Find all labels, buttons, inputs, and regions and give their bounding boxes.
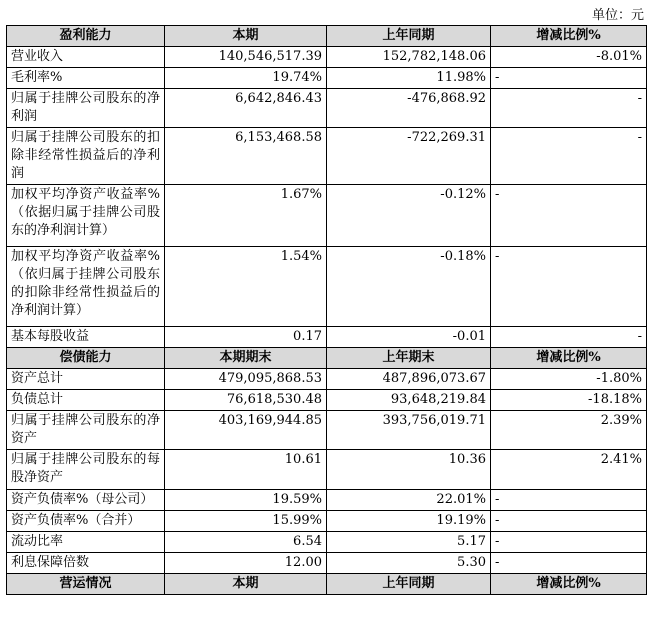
row-label: 资产负债率%（母公司）: [7, 490, 165, 511]
change-percent: -: [491, 511, 647, 532]
row-label: 归属于挂牌公司股东的净资产: [7, 411, 165, 450]
change-percent: -: [491, 553, 647, 574]
section-header-row: [7, 26, 647, 47]
previous-value: 19.19%: [327, 511, 491, 532]
table-row: [7, 369, 647, 390]
previous-value: 393,756,019.71: [327, 411, 491, 450]
previous-value: -0.12%: [327, 185, 491, 247]
previous-value: 5.17: [327, 532, 491, 553]
table-row: [7, 411, 647, 450]
previous-value: 5.30: [327, 553, 491, 574]
column-header: 上年同期: [327, 26, 491, 47]
column-header: 本期: [165, 26, 327, 47]
section-header-row: [7, 574, 647, 595]
unit-label: 单位：元: [591, 8, 644, 23]
current-value: 479,095,868.53: [165, 369, 327, 390]
change-percent: -: [491, 185, 647, 247]
table-row: [7, 390, 647, 411]
change-percent: -1.80%: [491, 369, 647, 390]
table-row: [7, 89, 647, 128]
row-label: 流动比率: [7, 532, 165, 553]
row-label: 资产负债率%（合并）: [7, 511, 165, 532]
change-percent: -: [491, 490, 647, 511]
row-label: 归属于挂牌公司股东的扣除非经常性损益后的净利润: [7, 128, 165, 185]
section-header-row: [7, 348, 647, 369]
row-label: 归属于挂牌公司股东的每股净资产: [7, 450, 165, 490]
current-value: 6.54: [165, 532, 327, 553]
table-row: [7, 247, 647, 327]
section-title: 营运情况: [7, 574, 165, 595]
previous-value: -0.01: [327, 327, 491, 348]
current-value: 1.54%: [165, 247, 327, 327]
previous-value: -722,269.31: [327, 128, 491, 185]
change-percent: -8.01%: [491, 47, 647, 68]
previous-value: 152,782,148.06: [327, 47, 491, 68]
table-row: [7, 490, 647, 511]
previous-value: 10.36: [327, 450, 491, 490]
table-row: [7, 532, 647, 553]
column-header: 本期: [165, 574, 327, 595]
current-value: 10.61: [165, 450, 327, 490]
column-header: 增减比例%: [491, 348, 647, 369]
change-percent: 2.41%: [491, 450, 647, 490]
current-value: 140,546,517.39: [165, 47, 327, 68]
table-row: [7, 327, 647, 348]
row-label: 负债总计: [7, 390, 165, 411]
change-percent: -: [491, 532, 647, 553]
change-percent: -: [491, 89, 647, 128]
change-percent: -: [491, 327, 647, 348]
previous-value: -476,868.92: [327, 89, 491, 128]
current-value: 76,618,530.48: [165, 390, 327, 411]
change-percent: -: [491, 68, 647, 89]
row-label: 加权平均净资产收益率%（依归属于挂牌公司股东的扣除非经常性损益后的净利润计算）: [7, 247, 165, 327]
section-title: 盈利能力: [7, 26, 165, 47]
financial-indicators-table: [6, 25, 647, 595]
current-value: 19.74%: [165, 68, 327, 89]
section-title: 偿债能力: [7, 348, 165, 369]
change-percent: 2.39%: [491, 411, 647, 450]
current-value: 12.00: [165, 553, 327, 574]
row-label: 资产总计: [7, 369, 165, 390]
row-label: 加权平均净资产收益率%（依据归属于挂牌公司股东的净利润计算）: [7, 185, 165, 247]
current-value: 403,169,944.85: [165, 411, 327, 450]
table-row: [7, 128, 647, 185]
change-percent: -: [491, 128, 647, 185]
change-percent: -: [491, 247, 647, 327]
column-header: 上年期末: [327, 348, 491, 369]
table-row: [7, 511, 647, 532]
column-header: 上年同期: [327, 574, 491, 595]
change-percent: -18.18%: [491, 390, 647, 411]
row-label: 利息保障倍数: [7, 553, 165, 574]
previous-value: 22.01%: [327, 490, 491, 511]
previous-value: -0.18%: [327, 247, 491, 327]
previous-value: 93,648,219.84: [327, 390, 491, 411]
current-value: 6,642,846.43: [165, 89, 327, 128]
table-row: [7, 450, 647, 490]
column-header: 本期期末: [165, 348, 327, 369]
current-value: 15.99%: [165, 511, 327, 532]
current-value: 19.59%: [165, 490, 327, 511]
row-label: 基本每股收益: [7, 327, 165, 348]
column-header: 增减比例%: [491, 574, 647, 595]
column-header: 增减比例%: [491, 26, 647, 47]
current-value: 6,153,468.58: [165, 128, 327, 185]
table-row: [7, 47, 647, 68]
current-value: 0.17: [165, 327, 327, 348]
row-label: 营业收入: [7, 47, 165, 68]
table-row: [7, 68, 647, 89]
current-value: 1.67%: [165, 185, 327, 247]
table-row: [7, 185, 647, 247]
previous-value: 11.98%: [327, 68, 491, 89]
previous-value: 487,896,073.67: [327, 369, 491, 390]
row-label: 毛利率%: [7, 68, 165, 89]
table-row: [7, 553, 647, 574]
row-label: 归属于挂牌公司股东的净利润: [7, 89, 165, 128]
